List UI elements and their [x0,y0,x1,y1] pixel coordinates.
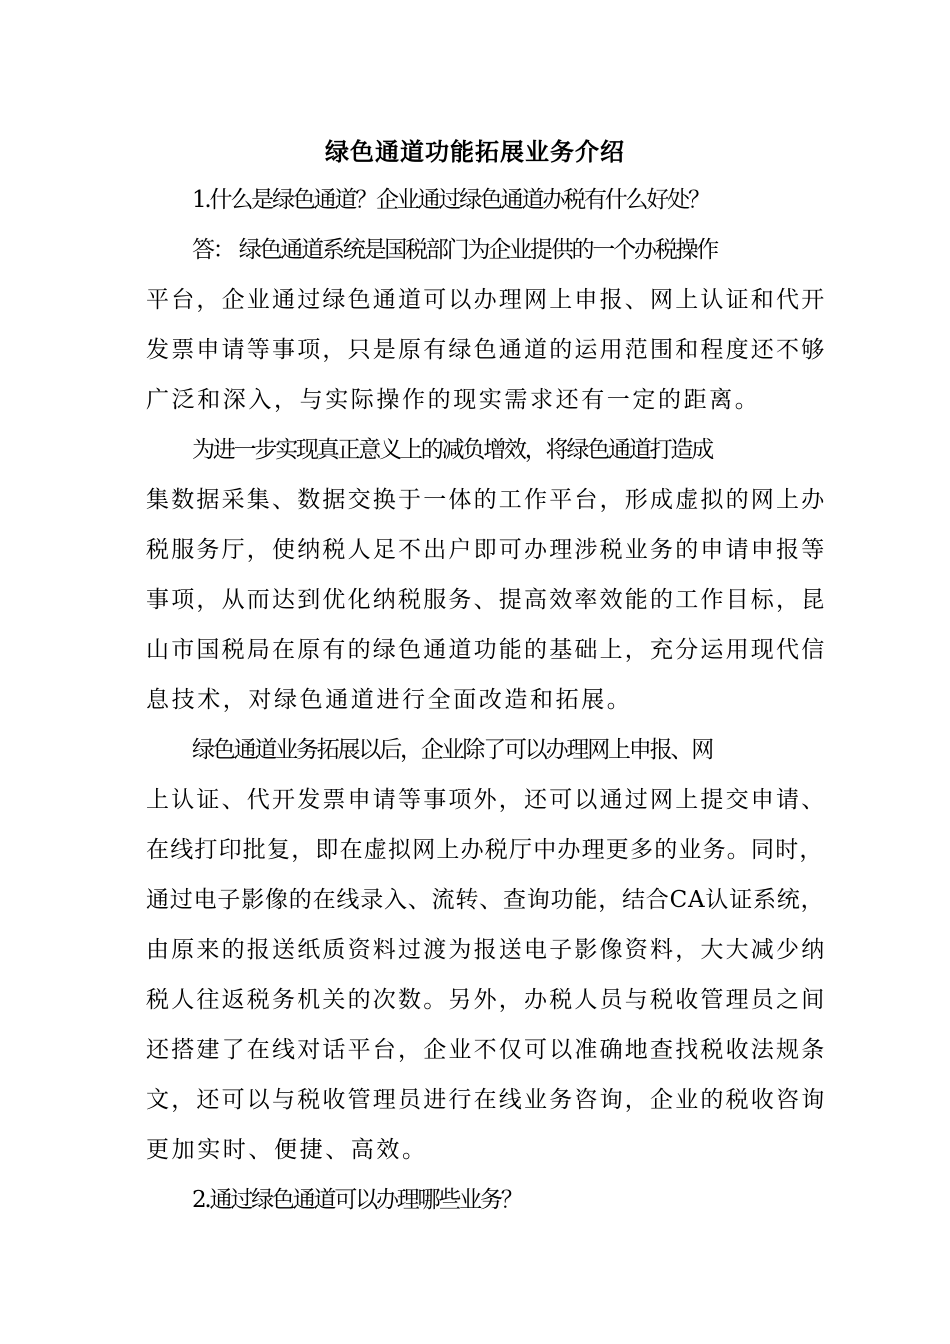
paragraph-2-line-4: 事项，从而达到优化纳税服务、提高效率效能的工作目标，昆 [146,587,827,613]
answer-1-line-4: 广泛和深入，与实际操作的现实需求还有一定的距离。 [146,387,761,413]
paragraph-2-line-2: 集数据采集、数据交换于一体的工作平台，形成虚拟的网上办 [146,487,827,513]
answer-1-line-2: 平台，企业通过绿色通道可以办理网上申报、网上认证和代开 [146,287,827,313]
paragraph-3-line-3: 在线打印批复，即在虚拟网上办税厅中办理更多的业务。同时， [146,837,824,863]
paragraph-2-line-5: 山市国税局在原有的绿色通道功能的基础上，充分运用现代信 [146,637,827,663]
paragraph-3-line-9: 更加实时、便捷、高效。 [146,1137,428,1163]
paragraph-2-line-1: 为进一步实现真正意义上的减负增效，将绿色通道打造成 [192,437,713,463]
question-2: 2.通过绿色通道可以办理哪些业务？ [192,1187,522,1213]
paragraph-3-line-5: 由原来的报送纸质资料过渡为报送电子影像资料，大大减少纳 [146,937,827,963]
answer-1-line-1: 答： 绿色通道系统是国税部门为企业提供的一个办税操作 [192,237,718,263]
paragraph-3-line-7: 还搭建了在线对话平台，企业不仅可以准确地查找税收法规条 [146,1037,827,1063]
paragraph-3-line-8: 文，还可以与税收管理员进行在线业务咨询，企业的税收咨询 [146,1087,827,1113]
paragraph-3-line-2: 上认证、代开发票申请等事项外，还可以通过网上提交申请、 [146,787,827,813]
paragraph-3-line-6: 税人往返税务机关的次数。另外，办税人员与税收管理员之间 [146,987,827,1013]
paragraph-2-line-6: 息技术，对绿色通道进行全面改造和拓展。 [146,687,633,713]
question-1: 1.什么是绿色通道？企业通过绿色通道办税有什么好处？ [192,187,709,213]
paragraph-2-line-3: 税服务厅，使纳税人足不出户即可办理涉税业务的申请申报等 [146,537,827,563]
paragraph-3-line-4: 通过电子影像的在线录入、流转、查询功能，结合CA认证系统， [146,887,825,913]
paragraph-3-line-1: 绿色通道业务拓展以后，企业除了可以办理网上申报、网 [192,737,713,763]
document-title: 绿色通道功能拓展业务介绍 [325,138,625,166]
answer-1-line-3: 发票申请等事项，只是原有绿色通道的运用范围和程度还不够 [146,337,827,363]
